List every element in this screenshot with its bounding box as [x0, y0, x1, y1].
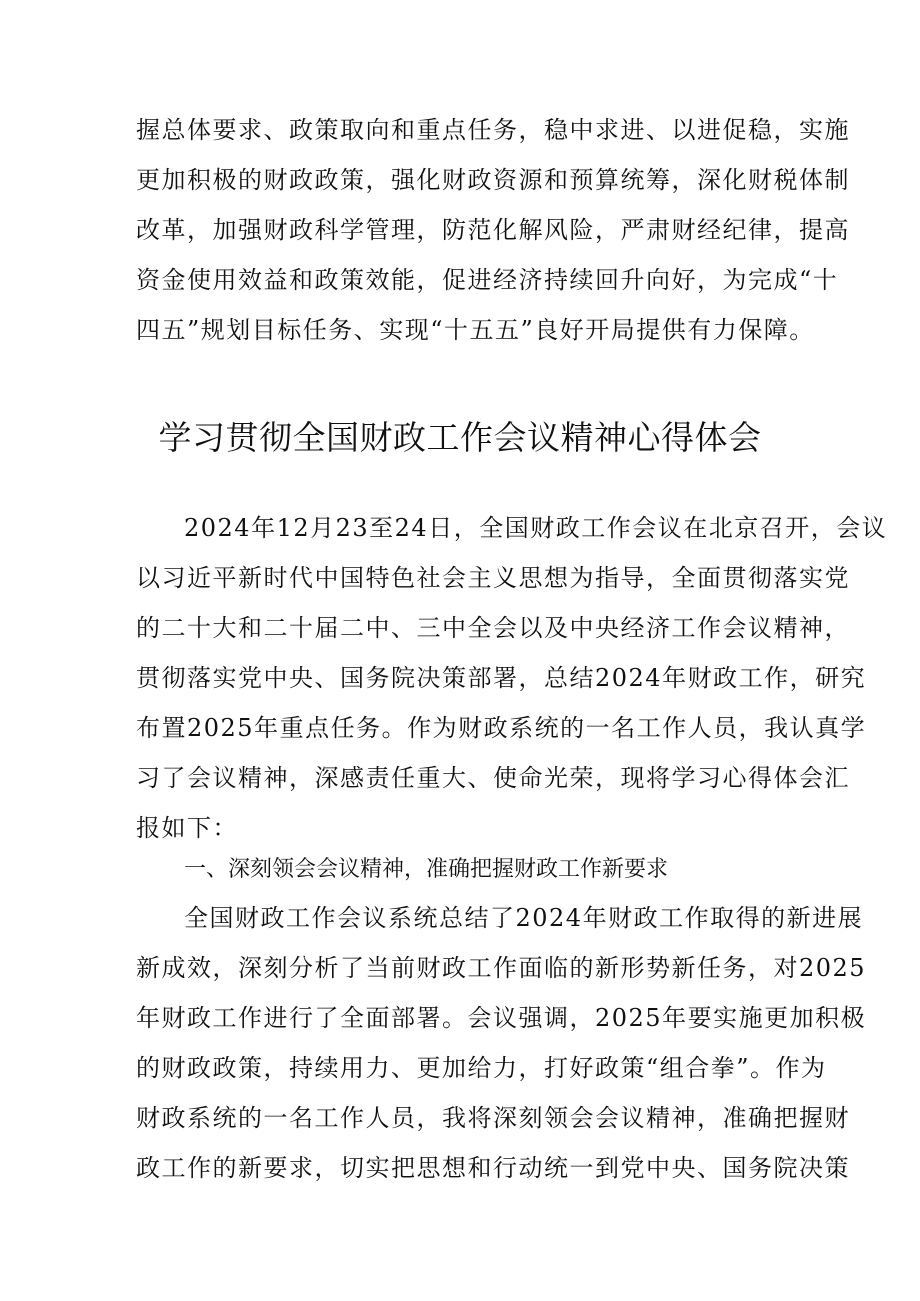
intro-paragraph	[136, 503, 888, 853]
paragraph-line: 年财政工作进行了全面部署。会议强调，2025年要实施更加积极	[136, 1004, 867, 1032]
paragraph-line: 习了会议精神，深感责任重大、使命光荣，现将学习心得体会汇	[136, 764, 850, 792]
document-title: 学习贯彻全国财政工作会议精神心得体会	[158, 418, 762, 457]
paragraph-line: 财政系统的一名工作人员，我将深刻领会会议精神，准确把握财	[136, 1104, 850, 1132]
paragraph-line: 的财政政策，持续用力、更加给力，打好政策“组合拳”。作为	[136, 1054, 827, 1082]
paragraph-line: 四五”规划目标任务、实现“十五五”良好开局提供有力保障。	[136, 316, 815, 344]
paragraph-line: 贯彻落实党中央、国务院决策部署，总结2024年财政工作，研究	[136, 664, 867, 692]
paragraph-line: 以习近平新时代中国特色社会主义思想为指导，全面贯彻落实党	[136, 564, 850, 592]
paragraph-line: 资金使用效益和政策效能，促进经济持续回升向好，为完成“十	[136, 266, 839, 294]
paragraph-line: 政工作的新要求，切实把思想和行动统一到党中央、国务院决策	[136, 1154, 850, 1182]
section-paragraph	[136, 893, 867, 1193]
paragraph-line: 改革，加强财政科学管理，防范化解风险，严肃财经纪律，提高	[136, 216, 850, 244]
paragraph-line: 更加积极的财政政策，强化财政资源和预算统筹，深化财税体制	[136, 166, 850, 194]
paragraph-line: 的二十大和二十届二中、三中全会以及中央经济工作会议精神，	[136, 614, 850, 642]
paragraph-line: 新成效，深刻分析了当前财政工作面临的新形势新任务，对2025	[136, 954, 867, 982]
paragraph-line: 全国财政工作会议系统总结了2024年财政工作取得的新进展	[184, 904, 864, 932]
paragraph-line: 报如下：	[136, 814, 238, 842]
section-heading: 一、深刻领会会议精神，准确把握财政工作新要求	[184, 857, 669, 882]
paragraph-line: 握总体要求、政策取向和重点任务，稳中求进、以进促稳，实施	[136, 116, 850, 144]
paragraph-line: 2024年12月23至24日，全国财政工作会议在北京召开，会议	[184, 514, 888, 542]
paragraph-line: 布置2025年重点任务。作为财政系统的一名工作人员，我认真学	[136, 714, 867, 742]
continuation-paragraph	[136, 105, 850, 355]
